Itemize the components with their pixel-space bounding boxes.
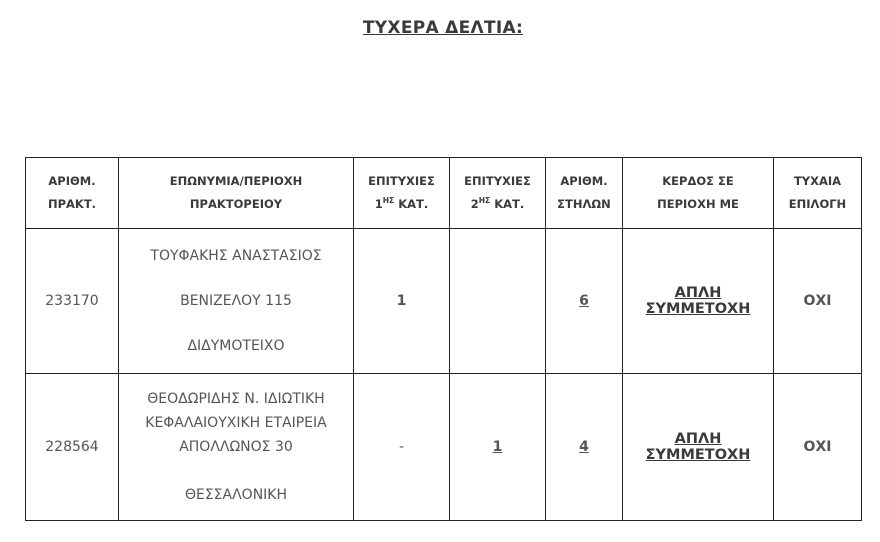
dealer-name: ΤΟΥΦΑΚΗΣ ΑΝΑΣΤΑΣΙΟΣ: [150, 248, 322, 264]
dealer-address: ΒΕΝΙΖΕΛΟΥ 115: [180, 293, 292, 309]
dealer-name-line2: ΚΕΦΑΛΑΙΟΥΧΙΚΗ ΕΤΑΙΡΕΙΑ: [145, 415, 327, 431]
header-cat1-sup: ΗΣ: [382, 196, 395, 205]
table-row: [26, 229, 862, 374]
dealer-name-line1: ΘΕΟΔΩΡΙΔΗΣ Ν. ΙΔΙΩΤΙΚΗ: [147, 391, 325, 407]
profit-cell[interactable]: [623, 229, 774, 374]
table-row: [26, 374, 862, 521]
header-agent-no: [26, 158, 119, 229]
agent-no-cell: 228564: [26, 374, 119, 521]
header-cat1-rest: ΚΑΤ.: [394, 197, 429, 211]
profit-link-line2[interactable]: ΣΥΜΜΕΤΟΧΗ: [645, 301, 751, 317]
agent-no-cell: 233170: [26, 229, 119, 374]
header-cat2-num: 2: [470, 197, 479, 211]
header-cat2-rest: ΚΑΤ.: [490, 197, 525, 211]
header-columns-no-line2: ΣΤΗΛΩΝ: [557, 197, 611, 211]
header-agent-no-line2: ΠΡΑΚΤ.: [47, 197, 97, 211]
dealer-city: ΔΙΔΥΜΟΤΕΙΧΟ: [187, 338, 285, 354]
header-cat1: [354, 158, 450, 229]
dealer-cell: [119, 374, 354, 521]
dealer-city: ΘΕΣΣΑΛΟΝΙΚΗ: [184, 487, 288, 503]
header-agent-no-line1: ΑΡΙΘΜ.: [48, 174, 96, 188]
cat1-cell: -: [354, 374, 450, 521]
header-cat1-line1: ΕΠΙΤΥΧΙΕΣ: [368, 174, 435, 188]
header-columns-no: [546, 158, 623, 229]
profit-cell[interactable]: [623, 374, 774, 521]
dealer-address: ΑΠΟΛΛΩΝΟΣ 30: [179, 439, 293, 455]
header-random-pick: [774, 158, 862, 229]
profit-link-line1[interactable]: ΑΠΛΗ: [674, 285, 722, 301]
header-name-area: [119, 158, 354, 229]
winning-tickets-table: [25, 157, 862, 521]
random-pick-cell: ΟΧΙ: [774, 229, 862, 374]
columns-link[interactable]: 6: [546, 229, 623, 374]
dealer-cell: [119, 229, 354, 374]
cat1-cell: 1: [354, 229, 450, 374]
header-profit-area-line1: ΚΕΡΔΟΣ ΣΕ: [662, 174, 734, 188]
profit-link-line2[interactable]: ΣΥΜΜΕΤΟΧΗ: [645, 447, 751, 463]
page-title: ΤΥΧΕΡΑ ΔΕΛΤΙΑ:: [362, 18, 524, 38]
random-pick-cell: ΟΧΙ: [774, 374, 862, 521]
header-cat1-num: 1: [374, 197, 383, 211]
header-cat2: [450, 158, 546, 229]
header-name-area-line1: ΕΠΩΝΥΜΙΑ/ΠΕΡΙΟΧΗ: [169, 174, 303, 188]
header-profit-area: [623, 158, 774, 229]
table-header-row: [26, 158, 862, 229]
cat2-cell: [450, 229, 546, 374]
header-profit-area-line2: ΠΕΡΙΟΧΗ ΜΕ: [657, 197, 739, 211]
header-columns-no-line1: ΑΡΙΘΜ.: [560, 174, 608, 188]
header-random-pick-line2: ΕΠΙΛΟΓΗ: [788, 197, 847, 211]
profit-link-line1[interactable]: ΑΠΛΗ: [674, 431, 722, 447]
header-name-area-line2: ΠΡΑΚΤΟΡΕΙΟΥ: [189, 197, 283, 211]
cat2-link[interactable]: 1: [450, 374, 546, 521]
header-random-pick-line1: ΤΥΧΑΙΑ: [793, 174, 842, 188]
header-cat2-line1: ΕΠΙΤΥΧΙΕΣ: [464, 174, 531, 188]
columns-link[interactable]: 4: [546, 374, 623, 521]
header-cat2-sup: ΗΣ: [478, 196, 491, 205]
